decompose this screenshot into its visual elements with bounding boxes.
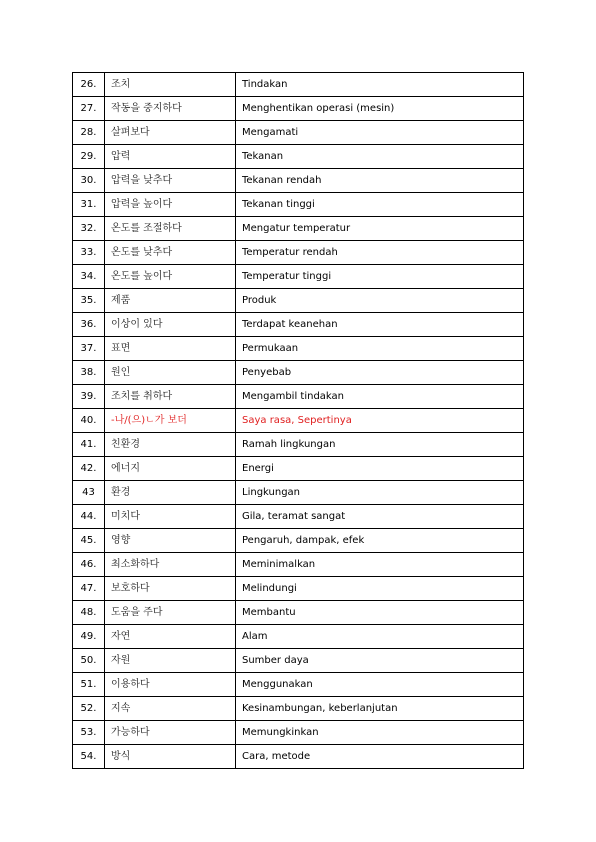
indonesian-translation: Saya rasa, Sepertinya: [236, 409, 524, 433]
row-number: 46.: [73, 553, 105, 577]
indonesian-translation: Mengambil tindakan: [236, 385, 524, 409]
indonesian-translation: Terdapat keanehan: [236, 313, 524, 337]
row-number: 51.: [73, 673, 105, 697]
row-number: 50.: [73, 649, 105, 673]
table-row: [73, 169, 524, 193]
indonesian-translation: Pengaruh, dampak, efek: [236, 529, 524, 553]
table-row: [73, 145, 524, 169]
indonesian-translation: Cara, metode: [236, 745, 524, 769]
indonesian-translation: Membantu: [236, 601, 524, 625]
row-number: 29.: [73, 145, 105, 169]
row-number: 37.: [73, 337, 105, 361]
indonesian-translation: Lingkungan: [236, 481, 524, 505]
indonesian-translation: Memungkinkan: [236, 721, 524, 745]
korean-term: 영향: [105, 529, 236, 553]
korean-term: 미치다: [105, 505, 236, 529]
indonesian-translation: Temperatur tinggi: [236, 265, 524, 289]
indonesian-translation: Kesinambungan, keberlanjutan: [236, 697, 524, 721]
table-row: [73, 193, 524, 217]
korean-term: 제품: [105, 289, 236, 313]
table-row: [73, 73, 524, 97]
table-row: [73, 337, 524, 361]
korean-term: 가능하다: [105, 721, 236, 745]
table-row: [73, 289, 524, 313]
korean-term: 표면: [105, 337, 236, 361]
row-number: 52.: [73, 697, 105, 721]
korean-term: 에너지: [105, 457, 236, 481]
indonesian-translation: Tindakan: [236, 73, 524, 97]
korean-term: 도움을 주다: [105, 601, 236, 625]
table-row: [73, 97, 524, 121]
table-row: [73, 697, 524, 721]
table-row: [73, 265, 524, 289]
korean-term: 살펴보다: [105, 121, 236, 145]
table-row: [73, 625, 524, 649]
row-number: 30.: [73, 169, 105, 193]
row-number: 53.: [73, 721, 105, 745]
korean-term: 압력: [105, 145, 236, 169]
table-row: [73, 601, 524, 625]
indonesian-translation: Mengatur temperatur: [236, 217, 524, 241]
korean-term: 이용하다: [105, 673, 236, 697]
korean-term: 압력을 낮추다: [105, 169, 236, 193]
indonesian-translation: Gila, teramat sangat: [236, 505, 524, 529]
korean-term: 최소화하다: [105, 553, 236, 577]
korean-term: 환경: [105, 481, 236, 505]
korean-term: 조치를 취하다: [105, 385, 236, 409]
korean-term: -나/(으)ㄴ가 보더: [105, 409, 236, 433]
indonesian-translation: Ramah lingkungan: [236, 433, 524, 457]
table-row: [73, 385, 524, 409]
row-number: 36.: [73, 313, 105, 337]
korean-term: 온도를 조절하다: [105, 217, 236, 241]
korean-term: 이상이 있다: [105, 313, 236, 337]
row-number: 43: [73, 481, 105, 505]
table-row: [73, 649, 524, 673]
korean-term: 온도를 낮추다: [105, 241, 236, 265]
korean-term: 보호하다: [105, 577, 236, 601]
row-number: 32.: [73, 217, 105, 241]
row-number: 42.: [73, 457, 105, 481]
table-row: [73, 241, 524, 265]
indonesian-translation: Menghentikan operasi (mesin): [236, 97, 524, 121]
table-row: [73, 313, 524, 337]
table-row: [73, 673, 524, 697]
table-row: [73, 121, 524, 145]
indonesian-translation: Tekanan: [236, 145, 524, 169]
indonesian-translation: Temperatur rendah: [236, 241, 524, 265]
indonesian-translation: Alam: [236, 625, 524, 649]
table-row: [73, 553, 524, 577]
table-row: [73, 409, 524, 433]
korean-term: 압력을 높이다: [105, 193, 236, 217]
korean-term: 조치: [105, 73, 236, 97]
korean-term: 친환경: [105, 433, 236, 457]
korean-term: 지속: [105, 697, 236, 721]
table-row: [73, 745, 524, 769]
row-number: 39.: [73, 385, 105, 409]
indonesian-translation: Sumber daya: [236, 649, 524, 673]
korean-term: 자연: [105, 625, 236, 649]
row-number: 35.: [73, 289, 105, 313]
row-number: 48.: [73, 601, 105, 625]
table-row: [73, 505, 524, 529]
indonesian-translation: Melindungi: [236, 577, 524, 601]
row-number: 31.: [73, 193, 105, 217]
indonesian-translation: Permukaan: [236, 337, 524, 361]
korean-term: 온도를 높이다: [105, 265, 236, 289]
indonesian-translation: Penyebab: [236, 361, 524, 385]
korean-term: 작동을 중지하다: [105, 97, 236, 121]
row-number: 27.: [73, 97, 105, 121]
table-row: [73, 577, 524, 601]
row-number: 49.: [73, 625, 105, 649]
indonesian-translation: Energi: [236, 457, 524, 481]
table-row: [73, 433, 524, 457]
korean-term: 자원: [105, 649, 236, 673]
table-row: [73, 217, 524, 241]
row-number: 47.: [73, 577, 105, 601]
row-number: 34.: [73, 265, 105, 289]
indonesian-translation: Tekanan tinggi: [236, 193, 524, 217]
row-number: 45.: [73, 529, 105, 553]
vocabulary-table: [72, 72, 524, 769]
indonesian-translation: Produk: [236, 289, 524, 313]
vocabulary-table-body: [73, 73, 524, 769]
table-row: [73, 457, 524, 481]
row-number: 28.: [73, 121, 105, 145]
indonesian-translation: Tekanan rendah: [236, 169, 524, 193]
row-number: 33.: [73, 241, 105, 265]
row-number: 44.: [73, 505, 105, 529]
indonesian-translation: Meminimalkan: [236, 553, 524, 577]
row-number: 54.: [73, 745, 105, 769]
row-number: 40.: [73, 409, 105, 433]
korean-term: 방식: [105, 745, 236, 769]
row-number: 26.: [73, 73, 105, 97]
table-row: [73, 529, 524, 553]
table-row: [73, 481, 524, 505]
korean-term: 원인: [105, 361, 236, 385]
indonesian-translation: Menggunakan: [236, 673, 524, 697]
table-row: [73, 721, 524, 745]
indonesian-translation: Mengamati: [236, 121, 524, 145]
row-number: 41.: [73, 433, 105, 457]
row-number: 38.: [73, 361, 105, 385]
table-row: [73, 361, 524, 385]
